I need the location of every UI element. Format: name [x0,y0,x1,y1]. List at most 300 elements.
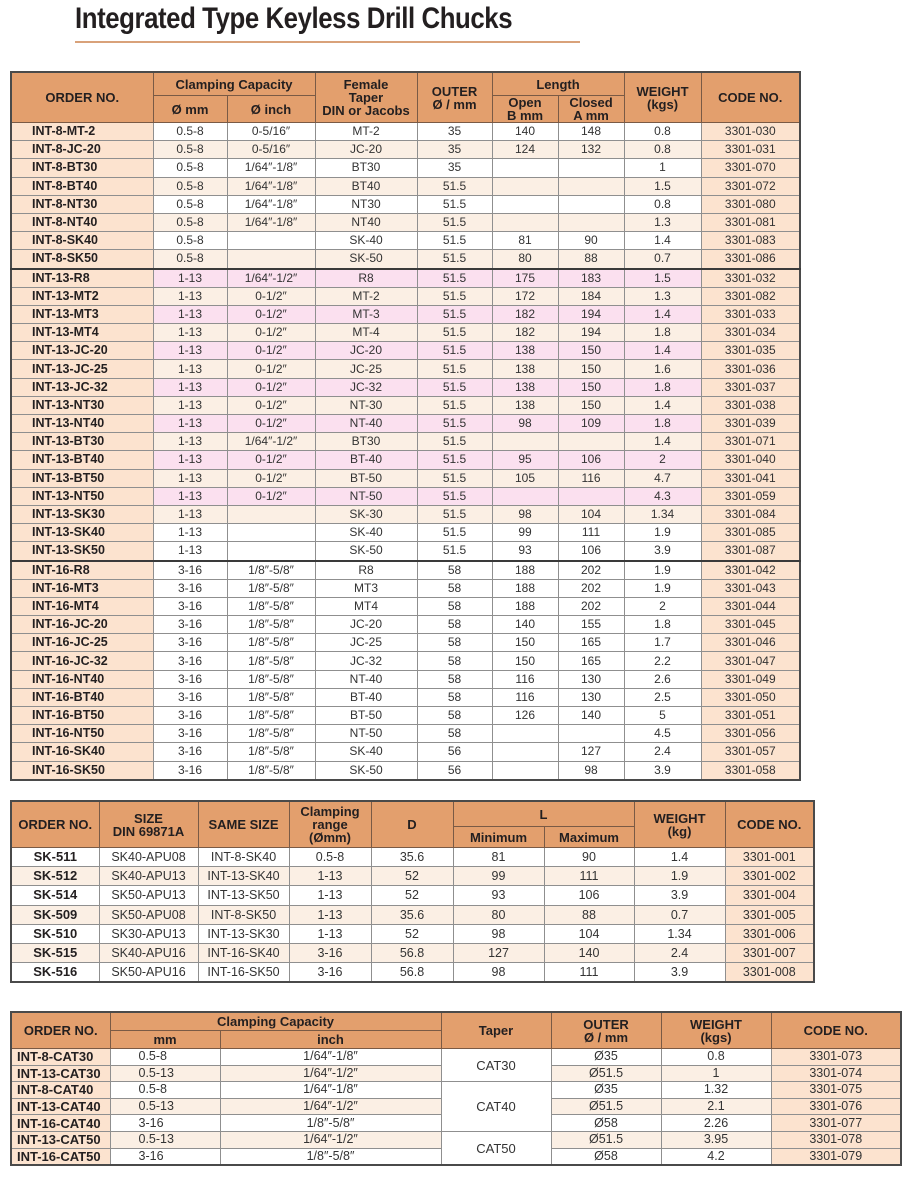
title-underline [75,41,580,43]
open-length-cell: 188 [492,579,558,597]
outer-cell: 51.5 [417,505,492,523]
clamping-mm-cell: 3-16 [153,652,227,670]
table-row [11,1049,901,1066]
outer-cell: 35 [417,141,492,159]
outer-cell: 56 [417,743,492,761]
order-no-cell: INT-16-CAT40 [11,1115,110,1132]
code-no-cell: 3301-056 [701,725,800,743]
taper-cell: MT-4 [315,324,417,342]
order-no-cell: INT-8-MT-2 [11,123,153,141]
header-weight-line2: (kg) [667,823,692,839]
integrated-chucks-table [10,71,801,781]
l-maximum-cell: 111 [544,867,634,886]
table-row [11,269,800,288]
taper-cell: MT4 [315,597,417,615]
table-row [11,487,800,505]
outer-cell: 58 [417,670,492,688]
table-row [11,963,814,983]
header-open-line2: B mm [506,108,544,123]
clamping-mm-cell: 1-13 [153,451,227,469]
d-cell: 52 [371,867,453,886]
weight-cell: 0.8 [624,123,701,141]
clamping-inch-cell: 1/8″-5/8″ [227,707,315,725]
weight-cell: 2.4 [624,743,701,761]
clamping-mm-cell: 3-16 [153,725,227,743]
code-no-cell: 3301-034 [701,324,800,342]
header-open-line1: Open [508,95,542,110]
order-no-cell: INT-8-NT30 [11,195,153,213]
open-length-cell: 138 [492,396,558,414]
d-cell: 35.6 [371,848,453,867]
table-row [11,324,800,342]
same-size-cell: INT-8-SK50 [198,905,289,924]
taper-cell: R8 [315,561,417,580]
code-no-cell: 3301-033 [701,305,800,323]
closed-length-cell: 202 [558,597,624,615]
code-no-cell: 3301-037 [701,378,800,396]
taper-cell: JC-25 [315,634,417,652]
weight-cell: 0.7 [634,905,725,924]
closed-length-cell: 130 [558,670,624,688]
outer-cell: Ø58 [551,1115,661,1132]
clamping-range-cell: 3-16 [289,943,371,962]
header-weight [624,72,701,123]
l-minimum-cell: 99 [453,867,544,886]
table-row [11,597,800,615]
open-length-cell: 124 [492,141,558,159]
closed-length-cell: 150 [558,342,624,360]
table-row [11,177,800,195]
header-d: D [371,801,453,848]
weight-cell: 0.7 [624,250,701,269]
outer-cell: 51.5 [417,177,492,195]
weight-cell: 3.9 [624,542,701,561]
clamping-inch-cell: 0-1/2″ [227,487,315,505]
clamping-inch-cell [227,524,315,542]
clamping-range-cell: 1-13 [289,867,371,886]
code-no-cell: 3301-050 [701,688,800,706]
open-length-cell: 98 [492,415,558,433]
clamping-mm-cell: 0.5-8 [153,195,227,213]
header-code-no: CODE NO. [771,1012,901,1049]
header-open [492,96,558,123]
taper-cell: BT30 [315,159,417,177]
closed-length-cell: 165 [558,652,624,670]
open-length-cell: 138 [492,378,558,396]
weight-cell: 1.6 [624,360,701,378]
same-size-cell: INT-16-SK50 [198,963,289,983]
order-no-cell: INT-13-JC-25 [11,360,153,378]
header-weight [634,801,725,848]
outer-cell: 51.5 [417,287,492,305]
code-no-cell: 3301-008 [725,963,814,983]
table-row [11,433,800,451]
table-row [11,415,800,433]
open-length-cell [492,159,558,177]
order-no-cell: INT-13-MT3 [11,305,153,323]
clamping-mm-cell: 0.5-13 [110,1131,220,1148]
clamping-mm-cell: 3-16 [110,1148,220,1165]
code-no-cell: 3301-081 [701,213,800,231]
clamping-inch-cell: 0-5/16″ [227,123,315,141]
weight-cell: 1.9 [624,524,701,542]
open-length-cell: 116 [492,688,558,706]
table-row [11,616,800,634]
order-no-cell: INT-13-R8 [11,269,153,288]
order-no-cell: INT-16-BT40 [11,688,153,706]
outer-cell: 58 [417,579,492,597]
clamping-inch-cell: 1/64″-1/2″ [220,1131,441,1148]
outer-cell: Ø51.5 [551,1131,661,1148]
clamping-inch-cell: 1/8″-5/8″ [227,634,315,652]
weight-cell: 1.5 [624,269,701,288]
clamping-mm-cell: 1-13 [153,324,227,342]
clamping-inch-cell: 0-1/2″ [227,451,315,469]
outer-cell: 51.5 [417,415,492,433]
code-no-cell: 3301-051 [701,707,800,725]
closed-length-cell: 155 [558,616,624,634]
table-row [11,1082,901,1099]
table-row [11,159,800,177]
order-no-cell: INT-16-CAT50 [11,1148,110,1165]
table-row [11,924,814,943]
order-no-cell: INT-13-CAT30 [11,1065,110,1082]
weight-cell: 2.4 [634,943,725,962]
order-no-cell: INT-13-NT50 [11,487,153,505]
order-no-cell: INT-16-NT50 [11,725,153,743]
clamping-mm-cell: 1-13 [153,487,227,505]
size-cell: SK50-APU13 [99,886,198,905]
header-minimum: Minimum [453,827,544,848]
clamping-mm-cell: 0.5-13 [110,1065,220,1082]
clamping-mm-cell: 0.5-8 [110,1082,220,1099]
clamping-mm-cell: 1-13 [153,396,227,414]
order-no-cell: INT-16-SK50 [11,761,153,780]
closed-length-cell [558,487,624,505]
table-row [11,342,800,360]
order-no-cell: SK-514 [11,886,99,905]
weight-cell: 0.8 [661,1049,771,1066]
taper-cell: SK-40 [315,743,417,761]
code-no-cell: 3301-070 [701,159,800,177]
clamping-mm-cell: 1-13 [153,524,227,542]
header-weight-line1: WEIGHT [653,810,706,826]
header-mm: Ø mm [153,96,227,123]
table-row [11,378,800,396]
outer-cell: Ø35 [551,1049,661,1066]
closed-length-cell: 98 [558,761,624,780]
outer-cell: 51.5 [417,324,492,342]
closed-length-cell: 202 [558,579,624,597]
order-no-cell: SK-510 [11,924,99,943]
l-maximum-cell: 140 [544,943,634,962]
open-length-cell [492,177,558,195]
header-outer [551,1012,661,1049]
outer-cell: 51.5 [417,342,492,360]
order-no-cell: INT-13-NT30 [11,396,153,414]
code-no-cell: 3301-042 [701,561,800,580]
clamping-range-cell: 1-13 [289,905,371,924]
outer-cell: 51.5 [417,396,492,414]
l-minimum-cell: 93 [453,886,544,905]
clamping-mm-cell: 1-13 [153,360,227,378]
code-no-cell: 3301-040 [701,451,800,469]
clamping-inch-cell: 0-1/2″ [227,415,315,433]
table-row [11,195,800,213]
code-no-cell: 3301-076 [771,1098,901,1115]
clamping-mm-cell: 1-13 [153,542,227,561]
closed-length-cell [558,177,624,195]
outer-cell: 58 [417,616,492,634]
clamping-inch-cell: 0-1/2″ [227,305,315,323]
weight-cell: 1.8 [624,378,701,396]
closed-length-cell: 127 [558,743,624,761]
code-no-cell: 3301-074 [771,1065,901,1082]
clamping-inch-cell: 1/64″-1/2″ [227,269,315,288]
header-code-no: CODE NO. [701,72,800,123]
header-l: L [453,801,634,827]
table-row [11,761,800,780]
weight-cell: 1.8 [624,324,701,342]
code-no-cell: 3301-002 [725,867,814,886]
table-row [11,886,814,905]
taper-cell: BT-40 [315,688,417,706]
clamping-mm-cell: 3-16 [153,761,227,780]
closed-length-cell: 106 [558,542,624,561]
weight-cell: 3.9 [634,963,725,983]
taper-cell: BT30 [315,433,417,451]
code-no-cell: 3301-078 [771,1131,901,1148]
open-length-cell: 98 [492,505,558,523]
outer-cell: 51.5 [417,542,492,561]
clamping-mm-cell: 1-13 [153,269,227,288]
taper-cell: JC-20 [315,342,417,360]
order-no-cell: INT-13-JC-32 [11,378,153,396]
clamping-inch-cell: 1/8″-5/8″ [227,652,315,670]
header-female-taper-line1: Female [343,77,389,92]
taper-cell: NT-30 [315,396,417,414]
clamping-inch-cell: 1/8″-5/8″ [227,616,315,634]
code-no-cell: 3301-085 [701,524,800,542]
weight-cell: 1.4 [624,396,701,414]
code-no-cell: 3301-044 [701,597,800,615]
l-maximum-cell: 88 [544,905,634,924]
weight-cell: 1.7 [624,634,701,652]
order-no-cell: INT-13-MT4 [11,324,153,342]
order-no-cell: INT-16-JC-32 [11,652,153,670]
order-no-cell: INT-8-BT40 [11,177,153,195]
clamping-range-cell: 0.5-8 [289,848,371,867]
open-length-cell [492,743,558,761]
code-no-cell: 3301-045 [701,616,800,634]
cat-chucks-table [10,1011,902,1166]
clamping-range-cell: 1-13 [289,886,371,905]
outer-cell: 51.5 [417,250,492,269]
l-minimum-cell: 98 [453,963,544,983]
table-row [11,505,800,523]
order-no-cell: INT-16-R8 [11,561,153,580]
table-row [11,360,800,378]
closed-length-cell: 140 [558,707,624,725]
outer-cell: 58 [417,652,492,670]
code-no-cell: 3301-087 [701,542,800,561]
clamping-inch-cell: 1/64″-1/8″ [227,213,315,231]
closed-length-cell: 106 [558,451,624,469]
header-female-taper [315,72,417,123]
taper-cell: SK-50 [315,250,417,269]
order-no-cell: INT-16-SK40 [11,743,153,761]
closed-length-cell [558,213,624,231]
code-no-cell: 3301-035 [701,342,800,360]
taper-cell: JC-32 [315,652,417,670]
header-outer [417,72,492,123]
outer-cell: 51.5 [417,487,492,505]
clamping-inch-cell: 1/8″-5/8″ [227,597,315,615]
header-weight-line2: (kgs) [700,1029,732,1045]
open-length-cell: 81 [492,232,558,250]
l-minimum-cell: 80 [453,905,544,924]
table-row [11,688,800,706]
order-no-cell: INT-16-BT50 [11,707,153,725]
clamping-mm-cell: 3-16 [153,688,227,706]
weight-cell: 2.1 [661,1098,771,1115]
weight-cell: 0.8 [624,195,701,213]
open-length-cell: 140 [492,123,558,141]
order-no-cell: SK-511 [11,848,99,867]
taper-cell: NT-40 [315,415,417,433]
clamping-inch-cell [227,542,315,561]
order-no-cell: INT-8-BT30 [11,159,153,177]
clamping-inch-cell: 1/8″-5/8″ [220,1115,441,1132]
d-cell: 35.6 [371,905,453,924]
clamping-mm-cell: 3-16 [153,579,227,597]
header-female-taper-line2: Taper [348,90,384,105]
outer-cell: Ø58 [551,1148,661,1165]
code-no-cell: 3301-036 [701,360,800,378]
taper-cell: NT-50 [315,725,417,743]
weight-cell: 4.7 [624,469,701,487]
l-maximum-cell: 111 [544,963,634,983]
header-order-no: ORDER NO. [11,801,99,848]
code-no-cell: 3301-086 [701,250,800,269]
weight-cell: 2 [624,451,701,469]
table-row [11,213,800,231]
table-row [11,232,800,250]
outer-cell: 58 [417,561,492,580]
open-length-cell: 182 [492,305,558,323]
taper-cell: JC-32 [315,378,417,396]
outer-cell: 51.5 [417,195,492,213]
order-no-cell: SK-509 [11,905,99,924]
weight-cell: 2.6 [624,670,701,688]
header-order-no: ORDER NO. [11,72,153,123]
code-no-cell: 3301-001 [725,848,814,867]
outer-cell: 58 [417,597,492,615]
clamping-inch-cell: 1/64″-1/8″ [227,159,315,177]
clamping-inch-cell: 1/64″-1/8″ [220,1082,441,1099]
outer-cell: 58 [417,634,492,652]
code-no-cell: 3301-082 [701,287,800,305]
clamping-mm-cell: 3-16 [153,707,227,725]
closed-length-cell: 90 [558,232,624,250]
weight-cell: 1 [624,159,701,177]
clamping-mm-cell: 3-16 [153,561,227,580]
code-no-cell: 3301-039 [701,415,800,433]
taper-cell: CAT50 [441,1131,551,1165]
open-length-cell [492,725,558,743]
code-no-cell: 3301-073 [771,1049,901,1066]
order-no-cell: INT-13-CAT50 [11,1131,110,1148]
closed-length-cell: 183 [558,269,624,288]
taper-cell: MT-2 [315,287,417,305]
order-no-cell: INT-16-JC-20 [11,616,153,634]
taper-cell: BT-50 [315,469,417,487]
open-length-cell [492,213,558,231]
outer-cell: 35 [417,123,492,141]
taper-cell: SK-50 [315,761,417,780]
weight-cell: 1.4 [624,433,701,451]
code-no-cell: 3301-031 [701,141,800,159]
weight-cell: 5 [624,707,701,725]
clamping-mm-cell: 3-16 [153,743,227,761]
outer-cell: 51.5 [417,213,492,231]
closed-length-cell: 202 [558,561,624,580]
open-length-cell: 140 [492,616,558,634]
weight-cell: 0.8 [624,141,701,159]
code-no-cell: 3301-071 [701,433,800,451]
clamping-mm-cell: 1-13 [153,433,227,451]
open-length-cell [492,433,558,451]
closed-length-cell: 109 [558,415,624,433]
table-row [11,250,800,269]
clamping-mm-cell: 0.5-8 [153,213,227,231]
l-maximum-cell: 104 [544,924,634,943]
order-no-cell: INT-13-NT40 [11,415,153,433]
d-cell: 52 [371,924,453,943]
clamping-inch-cell: 1/64″-1/8″ [220,1049,441,1066]
clamping-mm-cell: 1-13 [153,469,227,487]
closed-length-cell: 150 [558,378,624,396]
taper-cell: NT40 [315,213,417,231]
taper-cell: SK-30 [315,505,417,523]
clamping-inch-cell: 0-1/2″ [227,342,315,360]
l-minimum-cell: 81 [453,848,544,867]
clamping-inch-cell: 1/64″-1/8″ [227,195,315,213]
closed-length-cell [558,195,624,213]
open-length-cell [492,487,558,505]
open-length-cell: 150 [492,634,558,652]
clamping-inch-cell: 0-1/2″ [227,469,315,487]
table-row [11,141,800,159]
order-no-cell: INT-16-MT4 [11,597,153,615]
open-length-cell: 138 [492,342,558,360]
code-no-cell: 3301-041 [701,469,800,487]
order-no-cell: INT-13-JC-20 [11,342,153,360]
order-no-cell: INT-13-SK50 [11,542,153,561]
outer-cell: 58 [417,725,492,743]
weight-cell: 1.8 [624,415,701,433]
outer-cell: 51.5 [417,360,492,378]
outer-cell: Ø51.5 [551,1098,661,1115]
clamping-inch-cell [227,505,315,523]
header-outer-line2: Ø / mm [583,1029,629,1045]
outer-cell: 51.5 [417,269,492,288]
taper-cell: MT3 [315,579,417,597]
table-row [11,867,814,886]
clamping-mm-cell: 3-16 [153,634,227,652]
header-clamping-line1: Clamping [300,804,360,819]
taper-cell: MT-2 [315,123,417,141]
